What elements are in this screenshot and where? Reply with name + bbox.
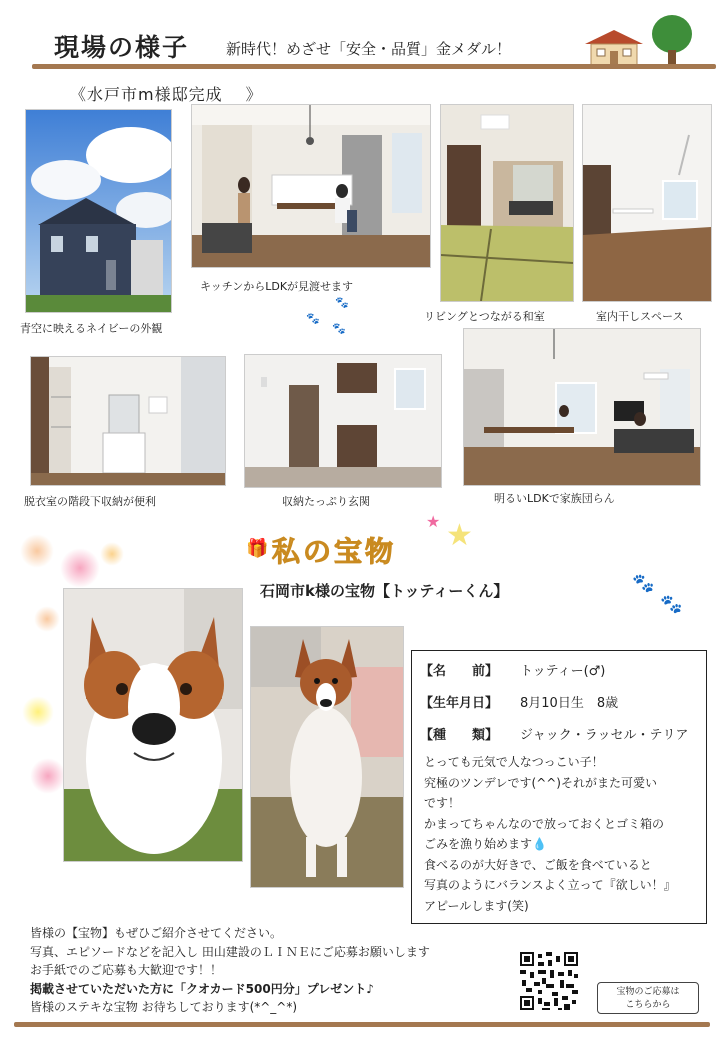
- bokeh-decoration: [22, 696, 54, 728]
- profile-name-value: トッティー(♂): [520, 664, 606, 679]
- caption-japanese-room: リビングとつながる和室: [424, 310, 545, 323]
- description-line: です！: [424, 796, 461, 810]
- photo-dressing-storage: [30, 356, 226, 486]
- treasure-subtitle: 石岡市k様の宝物【トッティーくん】: [260, 582, 509, 600]
- tree-icon: [650, 14, 694, 66]
- description-line: かまってちゃんなので放っておくとゴミ箱の: [424, 816, 665, 831]
- photo-entrance: [244, 354, 442, 488]
- footer-line: お手紙でのご応募も大歓迎です！！: [30, 963, 223, 977]
- photo-drying-space: [582, 104, 712, 302]
- photo-dog-face: [63, 588, 243, 862]
- profile-birthday-value: 8月10日生 8歳: [520, 696, 619, 711]
- caption-exterior: 青空に映えるネイビーの外観: [20, 322, 163, 335]
- header-divider: [32, 64, 716, 69]
- bokeh-decoration: [100, 542, 124, 566]
- profile-breed-label: 【種 類】: [420, 728, 499, 743]
- caption-entrance: 収納たっぷり玄関: [282, 495, 370, 508]
- treasure-chest-icon: 🎁: [246, 538, 269, 559]
- photo-japanese-room: [440, 104, 574, 302]
- profile-breed-value: ジャック・ラッセル・テリア: [520, 728, 689, 743]
- paw-print-icon: 🐾: [632, 573, 655, 594]
- footer-divider: [14, 1022, 710, 1027]
- bokeh-decoration: [30, 758, 66, 794]
- caption-kitchen-ldk: キッチンからLDKが見渡せます: [200, 280, 354, 293]
- paw-print-icon: 🐾: [660, 594, 683, 615]
- paw-print-icon: 🐾: [335, 296, 349, 309]
- photo-exterior: [25, 109, 172, 313]
- description-line: 写真のようにバランスよく立って『欲しい！』: [424, 878, 676, 892]
- caption-drying-space: 室内干しスペース: [596, 310, 684, 323]
- description-line: 食べるのが大好きで、ご飯を食べていると: [424, 857, 652, 872]
- profile-birthday-label: 【生年月日】: [420, 696, 499, 711]
- bokeh-decoration: [60, 548, 100, 588]
- footer-line: 皆様の【宝物】もぜひご紹介させてください。: [30, 926, 283, 940]
- footer-line: 写真、エピソードなどを記入し 田山建設のＬＩＮＥにご応募お願いします: [30, 944, 430, 959]
- star-icon: ★: [446, 518, 473, 553]
- photo-bright-ldk: [463, 328, 701, 486]
- footer-line: 皆様のステキな宝物 お待ちしております(*^_^*): [30, 1000, 298, 1014]
- bokeh-decoration: [34, 606, 60, 632]
- profile-description: [424, 752, 704, 916]
- profile-name-label: 【名 前】: [420, 664, 499, 679]
- description-line: 究極のツンデレです(^^)それがまた可愛い: [424, 775, 657, 790]
- bokeh-decoration: [20, 534, 54, 568]
- photo-dog-standing: [250, 626, 404, 888]
- description-line: アピールします(笑): [424, 898, 529, 913]
- photo-kitchen-ldk: [191, 104, 431, 268]
- paw-print-icon: 🐾: [306, 312, 320, 325]
- page-title: 現場の様子: [54, 33, 190, 62]
- treasure-title: 私の宝物: [272, 535, 397, 568]
- line-qr-code[interactable]: [518, 950, 580, 1012]
- footer-text: [30, 924, 530, 1017]
- caption-dressing-storage: 脱衣室の階段下収納が便利: [24, 495, 156, 508]
- qr-note: 宝物のご応募は こちらから: [597, 982, 699, 1014]
- header-subtitle: 新時代！めざせ「安全・品質」金メダル！: [226, 40, 512, 58]
- footer-line: 掲載させていただいた方に「クオカード500円分」プレゼント♪: [30, 981, 374, 996]
- site-heading: 《水戸市m様邸完成 》: [70, 85, 263, 104]
- paw-print-icon: 🐾: [332, 322, 346, 335]
- caption-bright-ldk: 明るいLDKで家族団らん: [494, 492, 615, 505]
- house-icon: [583, 28, 645, 66]
- description-line: とっても元気で人なつっこい子！: [424, 755, 604, 769]
- description-line: ごみを漁り始めます💧: [424, 837, 547, 851]
- star-icon: ★: [426, 512, 441, 531]
